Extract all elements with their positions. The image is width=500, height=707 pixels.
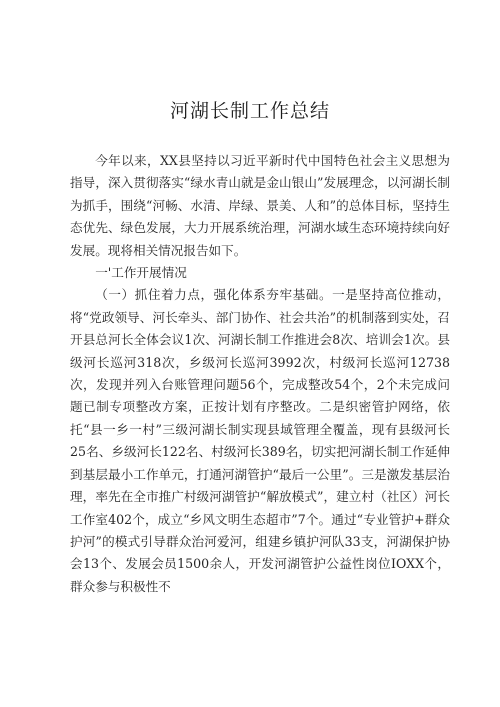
section-paragraph: （一）抓住着力点，强化体系夯牢基础。一是坚持高位推动，将“党政领导、河长牵头、部门协作、社会共治”的机制落到实处，召开县总河长全体会议1次、河湖长制工作推进会8次、培训会1次。县级河长巡河318次，乡级河长巡河3992次，村级河长巡河12738次，发现并列入台账管理问题56个，完成整改54个，2个未完成问题已制专项整改方案，正按计划有序整改。二是织密管护网络，依托“县一乡一村”三级河湖长制实现县域管理全覆盖，现有县级河长25名、乡级河长122名、村级河长389名，切实把河湖长制工作延伸到基层最小工作单元，打通河湖管护“最后一公里”。三是激发基层治理，率先在全市推广村级河湖管护“解放模式”，建立村（社区）河长工作室402个，成立“乡风文明生态超市”7个。通过“专业管护+群众护河”的模式引导群众治河爱河，组建乡镇护河队33支，河湖保护协会13个、发展会员1500余人，开发河湖管护公益性岗位IOXX个，群众参与积极性不 [70, 287, 450, 594]
document-body [70, 150, 450, 598]
document-title: 河湖长制工作总结 [169, 100, 330, 122]
section-heading: 一'工作开展情况 [95, 265, 187, 281]
intro-paragraph: 今年以来，XX县坚持以习近平新时代中国特色社会主义思想为指导，深入贯彻落实“绿水青山就是金山银山”发展理念，以河湖长制为抓手，围绕“河畅、水清、岸绿、景美、人和”的总体目标，坚持生态优先、绿色发展，大力开展系统治理，河湖水域生态环境持续向好发展。现将相关情况报告如下。 [70, 153, 450, 258]
